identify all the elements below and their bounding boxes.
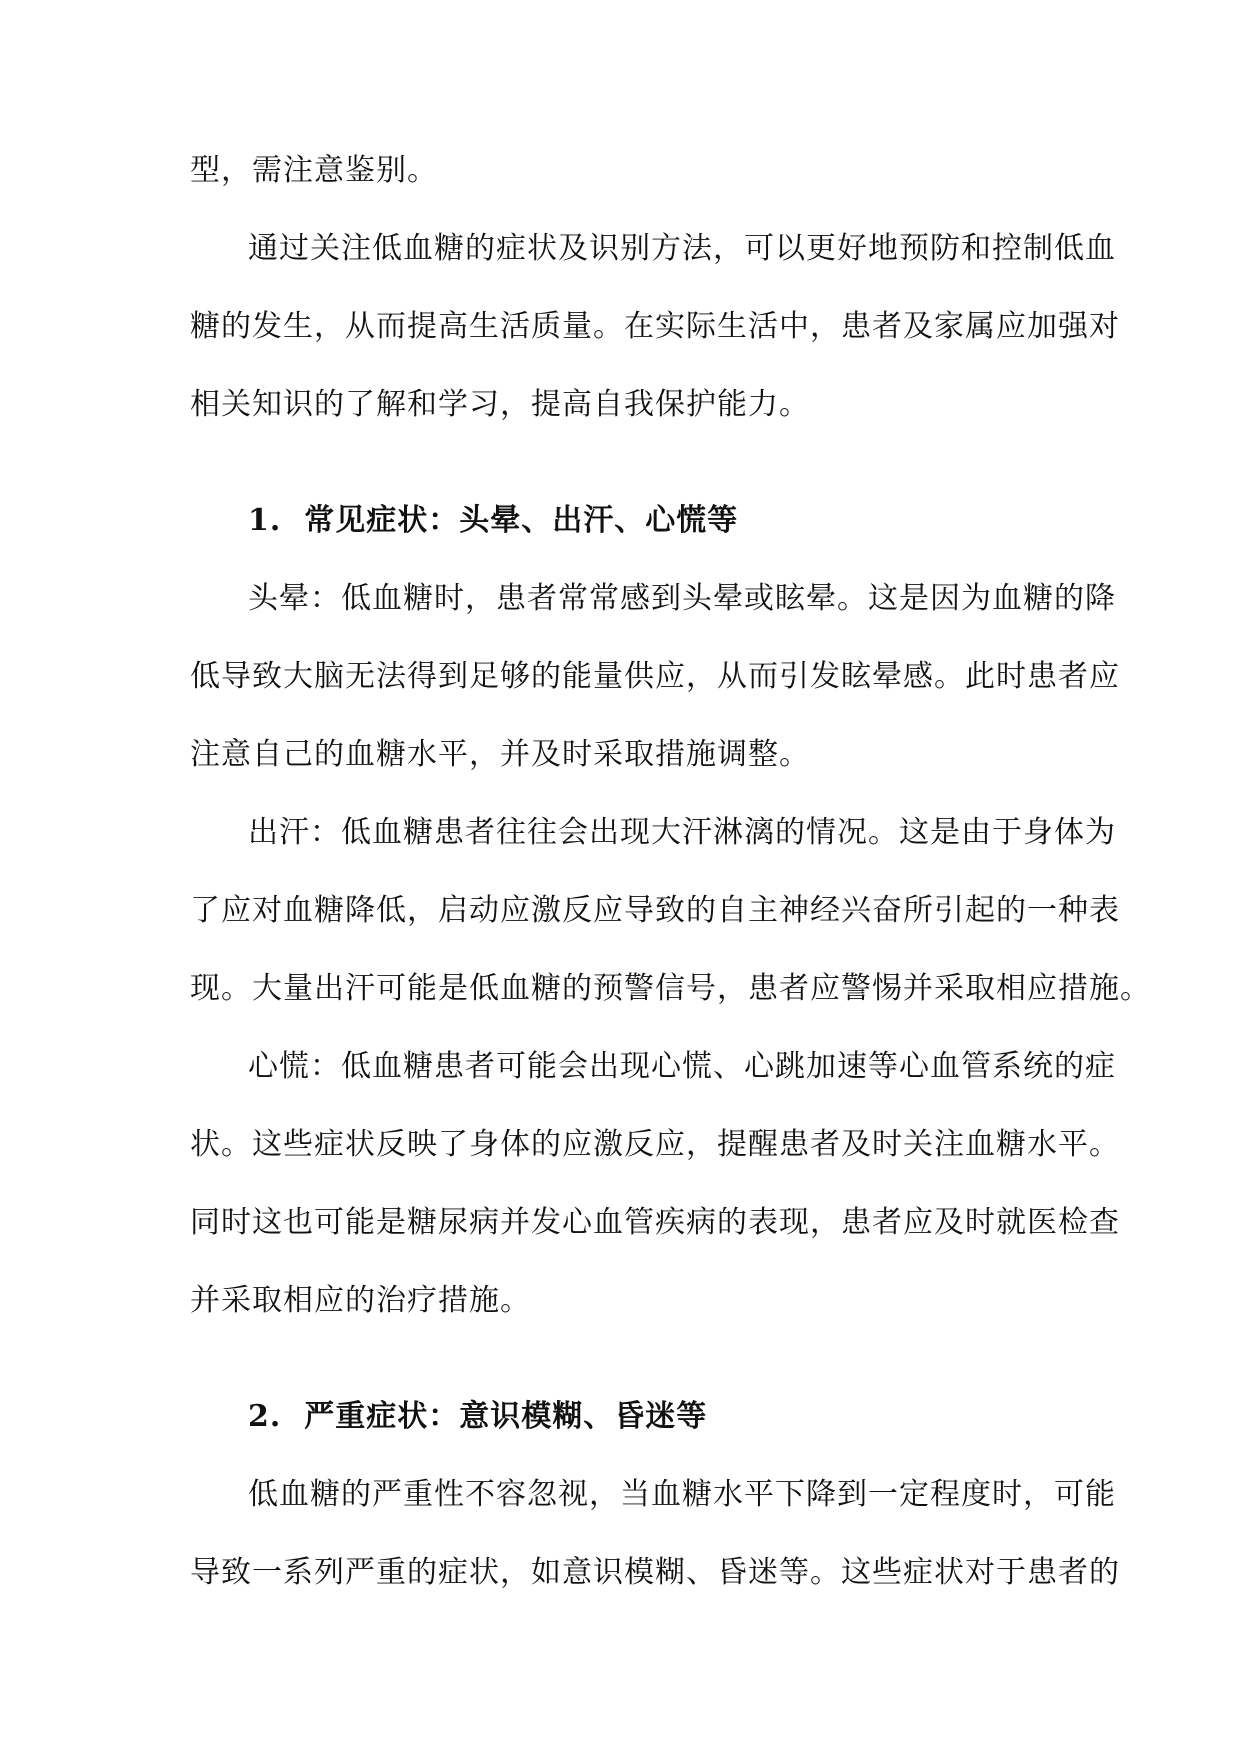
- paragraph-dizziness: [190, 560, 1120, 794]
- text-line: 导致一系列严重的症状，如意识模糊、昏迷等。这些症状对于患者的: [190, 1555, 1120, 1590]
- text-line: 注意自己的血糖水平，并及时采取措施调整。: [190, 737, 810, 772]
- text-line: 低血糖的严重性不容忽视，当血糖水平下降到一定程度时，可能: [248, 1477, 1116, 1512]
- paragraph-sweating: [190, 794, 1151, 1028]
- text-line: 了应对血糖降低，启动应激反应导致的自主神经兴奋所引起的一种表: [190, 893, 1120, 928]
- heading-text: 严重症状：意识模糊、昏迷等: [304, 1399, 708, 1434]
- heading-text: 常见症状：头晕、出汗、心慌等: [304, 503, 739, 538]
- heading-number: 2.: [248, 1399, 282, 1434]
- text-line: 并采取相应的治疗措施。: [190, 1283, 531, 1318]
- text-line: 心慌：低血糖患者可能会出现心慌、心跳加速等心血管系统的症: [248, 1049, 1116, 1084]
- text-line: 同时这也可能是糖尿病并发心血管疾病的表现，患者应及时就医检查: [190, 1205, 1120, 1240]
- text-line: 型，需注意鉴别。: [190, 153, 438, 188]
- text-line: 糖的发生，从而提高生活质量。在实际生活中，患者及家属应加强对: [190, 309, 1120, 344]
- paragraph-severity: [190, 1456, 1120, 1612]
- heading-number: 1.: [248, 503, 282, 538]
- paragraph-summary: [190, 210, 1120, 444]
- section-gap: [190, 444, 1060, 482]
- text-line: 低导致大脑无法得到足够的能量供应，从而引发眩晕感。此时患者应: [190, 659, 1120, 694]
- section-gap: [190, 1340, 1060, 1378]
- text-line: 出汗：低血糖患者往往会出现大汗淋漓的情况。这是由于身体为: [248, 815, 1116, 850]
- document-body: [190, 132, 1151, 1612]
- text-line: 头晕：低血糖时，患者常常感到头晕或眩晕。这是因为血糖的降: [248, 581, 1116, 616]
- text-line: 状。这些症状反映了身体的应激反应，提醒患者及时关注血糖水平。: [190, 1127, 1120, 1162]
- paragraph-continuation: [190, 132, 1060, 210]
- section-heading-1: [190, 482, 1060, 560]
- text-line: 相关知识的了解和学习，提高自我保护能力。: [190, 387, 810, 422]
- text-line: 通过关注低血糖的症状及识别方法，可以更好地预防和控制低血: [248, 231, 1116, 266]
- text-line: 现。大量出汗可能是低血糖的预警信号，患者应警惕并采取相应措施。: [190, 971, 1151, 1006]
- paragraph-palpitation: [190, 1028, 1120, 1340]
- section-heading-2: [190, 1378, 1060, 1456]
